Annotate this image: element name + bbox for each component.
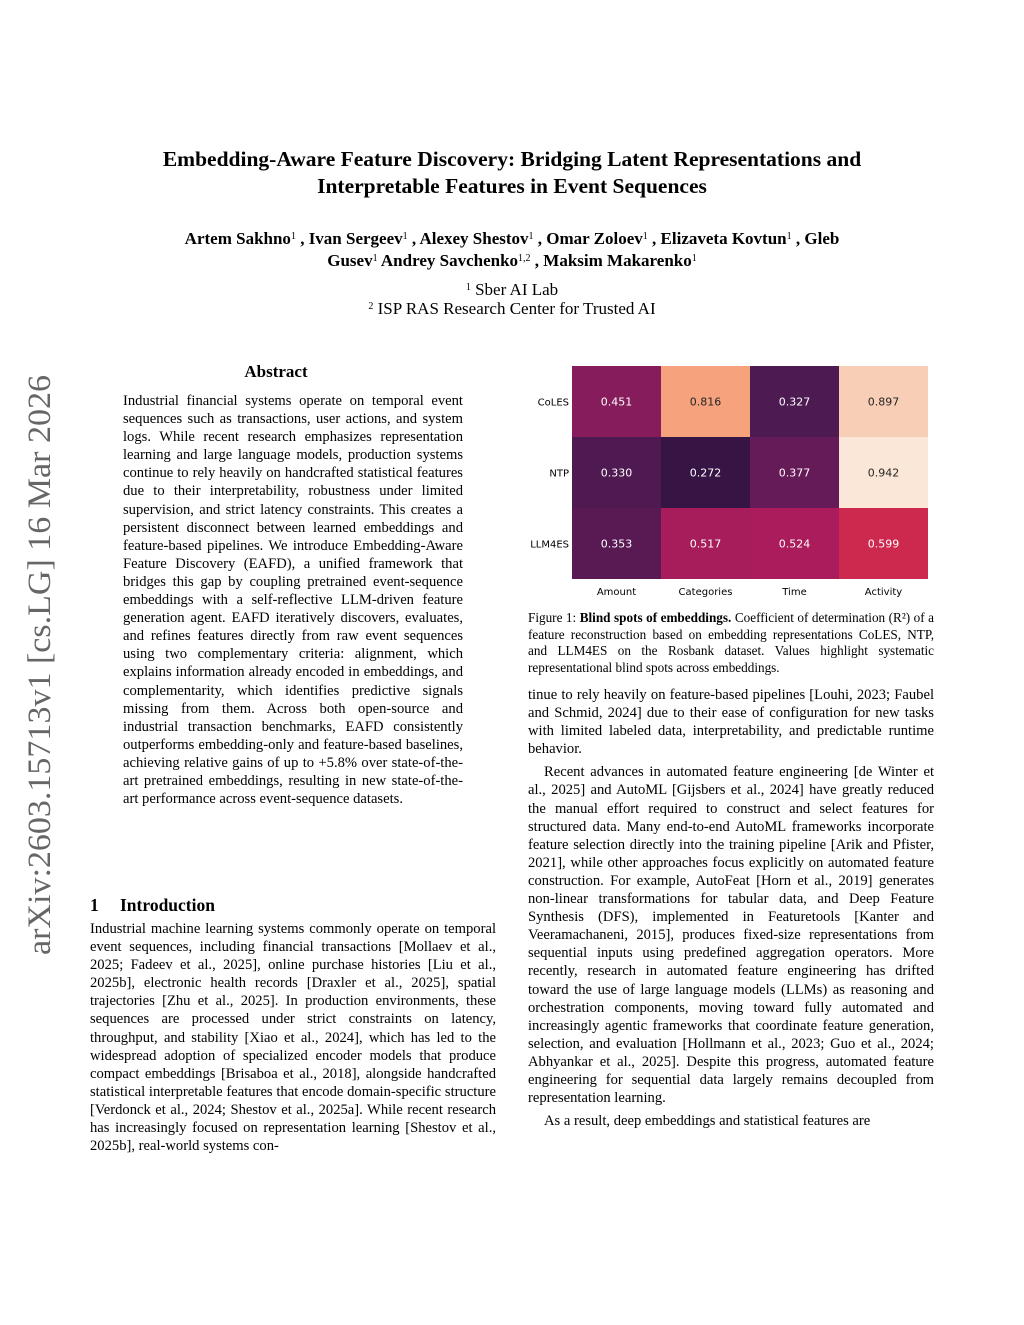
heatmap-cell-label: 0.330 — [600, 466, 633, 480]
heatmap-cell-label: 0.942 — [867, 466, 900, 480]
row-tick-label: NTP — [549, 468, 569, 480]
paragraph: tinue to rely heavily on feature-based pipelines [Louhi, 2023; Faubel and Schmid, 2024] due to their ease of configuration for new tasks with limited labeled data, interpretability, and predictable runtime behavior. — [528, 687, 934, 758]
title-line-2: Interpretable Features in Event Sequences — [317, 174, 707, 198]
row-tick-label: CoLES — [537, 397, 569, 409]
heatmap-cell-label: 0.816 — [689, 395, 722, 409]
heatmap-cell-label: 0.353 — [600, 537, 633, 551]
author-list — [90, 228, 934, 272]
caption-bold: Blind spots of embeddings. — [579, 610, 732, 625]
author-line-2: Gusev$^1$ Andrey Savchenko$^{1,2}$ , Maksim Makarenko$^1$ — [327, 251, 697, 270]
section-title: Introduction — [120, 895, 215, 915]
row-tick-label: LLM4ES — [530, 539, 569, 551]
introduction-text — [90, 920, 496, 1155]
figure-caption — [528, 610, 934, 676]
column-tick-label: Amount — [596, 587, 637, 598]
heatmap-cell-label: 0.377 — [778, 466, 811, 480]
author-name: Ivan Sergeev — [308, 229, 403, 248]
paragraph: Recent advances in automated feature engineering [de Winter et al., 2025] and AutoML [Gijsbers et al., 2024] have greatly reduced the manual effort required to construct and select features for structured data. Many end-to-end AutoML frameworks incorporate feature selection directly into the training pipeline [Arik and Pfister, 2021], while other approaches focus explicitly on automated feature construction. For example, AutoFeat [Horn et al., 2019] generates non-linear transformations for tabular data, and Deep Feature Synthesis (DFS), implemented in Featuretools [Kanter and Veeramachaneni, 2015], produces fixed-size representations from sequential inputs using predefined aggregation operators. More recently, research in automated feature engineering has drifted toward the use of large language models (LLMs) as reasoning and orchestration components, moving toward fully automated and increasingly agentic frameworks that coordinate feature generation, selection, and evaluation [Hollmann et al., 2023; Guo et al., 2024; Abhyankar et al., 2025]. Despite this progress, automated feature engineering for sequential data largely remains decoupled from representation learning. — [528, 764, 934, 1107]
column-tick-label: Categories — [678, 587, 733, 598]
heatmap-cell-label: 0.272 — [689, 466, 722, 480]
column-tick-label: Time — [782, 587, 807, 598]
section-number: 1 — [90, 895, 99, 915]
paragraph: As a result, deep embeddings and statistical features are — [544, 1113, 871, 1130]
affiliations — [90, 280, 934, 318]
author-name: Artem Sakhno — [184, 229, 291, 248]
arxiv-identifier — [10, 370, 60, 960]
author-name: Andrey Savchenko — [380, 251, 519, 270]
heatmap-cell-label: 0.897 — [867, 395, 900, 409]
heatmap-chart — [524, 358, 934, 598]
paper-title — [90, 146, 934, 200]
figure-heatmap — [524, 358, 934, 598]
author-name: Gleb — [804, 229, 840, 248]
caption-text: Coefficient of determination (R²) of a feature reconstruction based on embedding representations CoLES, NTP, and LLM4ES on the Rosbank dataset. Values highlight systematic representational blind spots across embeddings. — [528, 610, 935, 675]
author-affiliation-mark: 1,2 — [518, 253, 531, 264]
author-name: Maksim Makarenko — [543, 251, 692, 270]
column-tick-label: Activity — [864, 587, 903, 598]
heatmap-cell-label: 0.524 — [778, 537, 811, 551]
heatmap-cell-label: 0.327 — [778, 395, 811, 409]
heatmap-cell-label: 0.517 — [689, 537, 722, 551]
paragraph: Industrial machine learning systems commonly operate on temporal event sequences, including financial transactions [Mollaev et al., 2025; Fadeev et al., 2025], online purchase histories [Liu et al., 2025b], electronic health records [Draxler et al., 2025], spatial trajectories [Zhu et al., 2025]. In production environments, these sequences are processed under strict constraints on latency, throughput, and stability [Xiao et al., 2024], which has led to the widespread adoption of specialized encoder models that produce compact embeddings [Brisaboa et al., 2018], alongside handcrafted statistical interpretable features that encode domain-specific structure [Verdonck et al., 2024; Shestov et al., 2025a]. While recent research has increasingly focused on representation learning [Shestov et al., 2025b], real-world systems con- — [90, 921, 496, 1155]
caption-label: Figure 1: — [528, 610, 577, 625]
author-affiliation-mark: 1 — [691, 253, 697, 264]
author-name: Elizaveta Kovtun — [660, 229, 787, 248]
author-name: Alexey Shestov — [419, 229, 529, 248]
affiliation-2: $^2$ ISP RAS Research Center for Trusted AI — [368, 299, 656, 318]
right-column-text — [528, 686, 934, 1130]
author-name: Gusev — [327, 251, 373, 270]
affiliation-1: $^1$ Sber AI Lab — [465, 280, 559, 299]
arxiv-id-text: arXiv:2603.15713v1 [cs.LG] 16 Mar 2026 — [22, 392, 58, 955]
author-affiliation-mark: 1 — [290, 231, 296, 242]
author-affiliation-mark: 1 — [372, 253, 378, 264]
title-line-1: Embedding-Aware Feature Discovery: Bridging Latent Representations and — [162, 147, 862, 171]
author-affiliation-mark: 1 — [786, 231, 792, 242]
author-line-1: Artem Sakhno$^1$ , Ivan Sergeev$^1$ , Alexey Shestov$^1$ , Omar Zoloev$^1$ , Elizaveta Kovtun$^1$ , Gleb — [184, 229, 840, 248]
author-name: Omar Zoloev — [546, 229, 643, 248]
abstract-text: Industrial financial systems operate on temporal event sequences such as transactions, user actions, and system logs. While recent research emphasizes representation learning and large language models, production systems continue to rely heavily on handcrafted statistical features due to their interpretability, robustness under limited supervision, and strict latency constraints. This creates a persistent disconnect between learned embeddings and feature-based pipelines. We introduce Embedding-Aware Feature Discovery (EAFD), a unified framework that bridges this gap by coupling pretrained event-sequence embeddings with a self-reflective LLM-driven feature generation agent. EAFD iteratively discovers, evaluates, and refines features directly from raw event sequences using two complementary criteria: alignment, which explains information already encoded in embeddings, and complementarity, which identifies predictive signals missing from them. Across both open-source and industrial transaction benchmarks, EAFD consistently outperforms embedding-only and feature-based baselines, achieving relative gains of up to +5.8% over state-of-the-art pretrained embeddings, resulting in new state-of-the-art performance across event-sequence datasets. — [123, 393, 463, 808]
author-affiliation-mark: 1 — [642, 231, 648, 242]
heatmap-cell-label: 0.451 — [600, 395, 633, 409]
author-affiliation-mark: 1 — [528, 231, 534, 242]
abstract-heading: Abstract — [244, 362, 308, 381]
heatmap-cell-label: 0.599 — [867, 537, 900, 551]
section-heading-introduction — [90, 895, 462, 916]
author-affiliation-mark: 1 — [402, 231, 408, 242]
